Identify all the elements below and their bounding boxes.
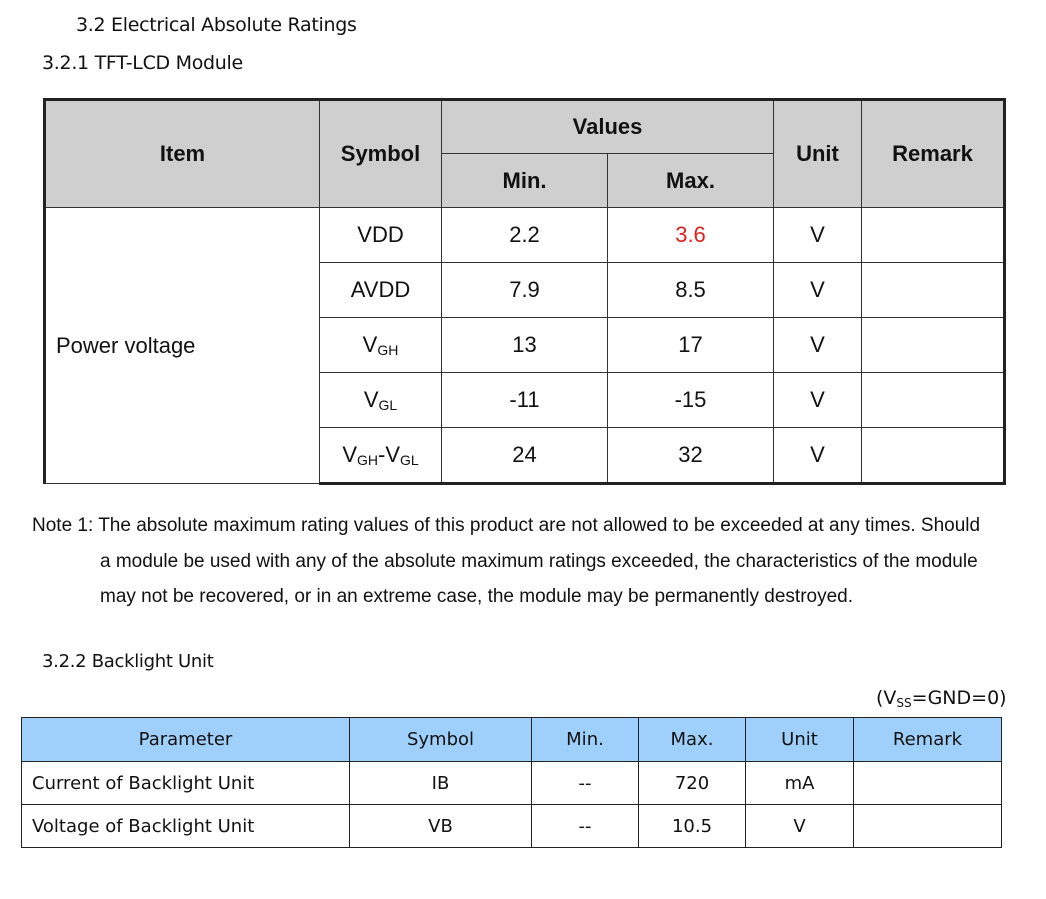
remark-cell [862, 208, 1005, 263]
subsection-title-tft-lcd: 3.2.1 TFT-LCD Module [42, 52, 243, 74]
symbol-main: V [362, 332, 378, 357]
header-max: Max. [639, 718, 746, 762]
symbol-mid: -V [378, 442, 400, 467]
condition-open: (V [876, 687, 897, 709]
header-unit: Unit [774, 100, 862, 208]
symbol-main: V [342, 442, 357, 467]
unit-cell: V [774, 318, 862, 373]
backlight-ratings-table [21, 717, 1002, 848]
unit-cell: mA [746, 762, 854, 805]
tft-lcd-ratings-table [43, 98, 1006, 485]
symbol-subscript: GL [378, 397, 398, 413]
condition-rest: =GND=0) [911, 687, 1007, 709]
condition-label [876, 687, 1007, 710]
max-cell: 10.5 [639, 805, 746, 848]
symbol-subscript: GH [357, 452, 378, 468]
min-cell: -- [532, 762, 639, 805]
unit-cell: V [746, 805, 854, 848]
note-1 [32, 508, 1022, 615]
min-cell: -11 [442, 373, 608, 428]
remark-cell [862, 318, 1005, 373]
symbol-cell [320, 428, 442, 484]
header-min: Min. [442, 154, 608, 208]
header-min: Min. [532, 718, 639, 762]
table-row [22, 762, 1002, 805]
max-cell: 720 [639, 762, 746, 805]
remark-cell [862, 263, 1005, 318]
max-cell: -15 [608, 373, 774, 428]
symbol-subscript-2: GL [400, 452, 419, 468]
remark-cell [854, 762, 1002, 805]
parameter-cell: Current of Backlight Unit [22, 762, 350, 805]
unit-cell: V [774, 428, 862, 484]
remark-cell [854, 805, 1002, 848]
note-line-3: may not be recovered, or in an extreme case, the module may be permanently destroyed. [100, 586, 854, 607]
header-remark: Remark [862, 100, 1005, 208]
header-symbol: Symbol [350, 718, 532, 762]
min-cell: 2.2 [442, 208, 608, 263]
header-remark: Remark [854, 718, 1002, 762]
subsection-title-backlight: 3.2.2 Backlight Unit [42, 651, 214, 672]
symbol-main: V [363, 387, 379, 412]
unit-cell: V [774, 263, 862, 318]
note-line-2: a module be used with any of the absolute maximum ratings exceeded, the characteristics of the module [100, 550, 978, 572]
header-parameter: Parameter [22, 718, 350, 762]
header-unit: Unit [746, 718, 854, 762]
note-line-1: Note 1: The absolute maximum rating values of this product are not allowed to be exceeded at any times. Should [32, 515, 981, 536]
min-cell: 24 [442, 428, 608, 484]
condition-subscript: SS [896, 696, 912, 710]
header-values: Values [442, 100, 774, 154]
remark-cell [862, 373, 1005, 428]
header-item: Item [45, 100, 320, 208]
unit-cell: V [774, 373, 862, 428]
item-power-voltage: Power voltage [45, 208, 320, 484]
max-cell: 8.5 [608, 263, 774, 318]
header-max: Max. [608, 154, 774, 208]
symbol-cell: AVDD [320, 263, 442, 318]
symbol-cell [320, 318, 442, 373]
remark-cell [862, 428, 1005, 484]
min-cell: -- [532, 805, 639, 848]
section-title: 3.2 Electrical Absolute Ratings [76, 14, 357, 36]
unit-cell: V [774, 208, 862, 263]
min-cell: 13 [442, 318, 608, 373]
symbol-cell [320, 373, 442, 428]
symbol-cell: VB [350, 805, 532, 848]
min-cell: 7.9 [442, 263, 608, 318]
table-row [45, 208, 1005, 263]
parameter-cell: Voltage of Backlight Unit [22, 805, 350, 848]
table-row [22, 805, 1002, 848]
symbol-cell: VDD [320, 208, 442, 263]
max-cell: 32 [608, 428, 774, 484]
symbol-cell: IB [350, 762, 532, 805]
header-symbol: Symbol [320, 100, 442, 208]
symbol-subscript: GH [377, 342, 399, 358]
max-cell: 17 [608, 318, 774, 373]
max-cell: 3.6 [608, 208, 774, 263]
